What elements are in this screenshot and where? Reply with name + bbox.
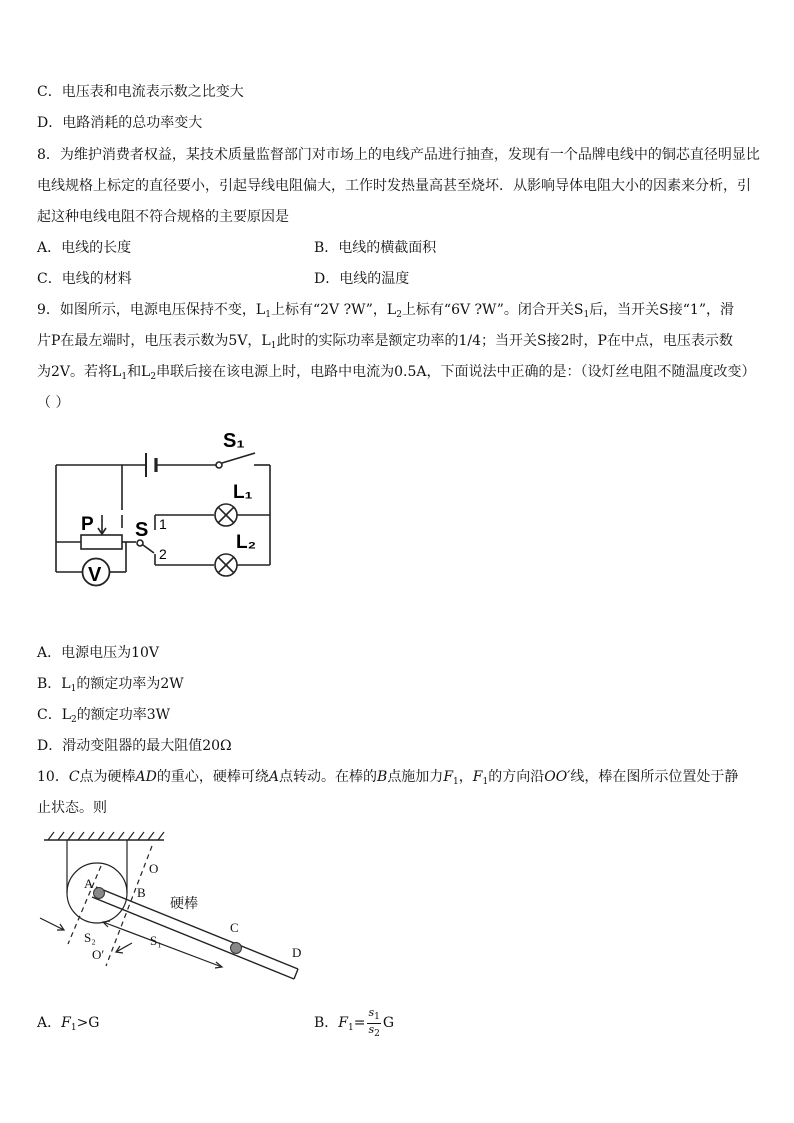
q9-answer-bracket: （ ） [37,395,70,411]
label-d: D [292,945,302,960]
q10-lever-diagram [36,826,306,986]
label-terminal-2: 2 [159,546,167,562]
q8-option-c: C．电线的材料 [37,271,132,287]
q8-option-b: B．电线的横截面积 [314,240,437,256]
label-s1: S₁ [150,933,162,948]
q9-option-b: B．$L_1$的额定功率为2W [37,676,184,694]
label-terminal-1: 1 [159,516,167,532]
q9-option-c: C．$L_2$的额定功率3W [37,707,171,725]
q8-option-a: A．电线的长度 [37,240,132,256]
label-s: S [135,519,149,541]
q9-stem-line2: 片P在最左端时，电压表示数为5V，$L_1$此时的实际功率是额定功率的1/4；当开关S接2时，P在中点，电压表示数 [37,333,733,351]
q9-option-d: D．滑动变阻器的最大阻值20Ω [37,738,232,754]
label-s2: S₂ [84,930,96,945]
q9-circuit-diagram [40,420,290,595]
label-l2: L₂ [236,532,257,553]
label-c: C [230,920,239,935]
label-rod: 硬棒 [170,897,198,912]
q7-option-d: D．电路消耗的总功率变大 [37,115,203,131]
label-o-bottom: O′ [92,947,105,962]
label-o-top: O [149,861,159,876]
fraction-s1-over-s2: $\frac{s_1}{s_2}$ [368,1005,380,1039]
q10-option-a: A．$F_1>G$ [37,1015,100,1033]
q9-stem-line3: 为2V。若将$L_1$和$L_2$串联后接在该电源上时，电路中电流为0.5A，下面说法中正确的是：（设灯丝电阻不随温度改变） [37,364,756,382]
label-b: B [137,885,146,900]
q9-stem-line1: 9．如图所示，电源电压保持不变，$L_1$上标有“2V ?W”，$L_2$上标有“6V ?W”。闭合开关$S_1$后，当开关S接“1”，滑 [37,302,734,320]
label-a: A [84,876,94,891]
q8-stem-line2: 电线规格上标定的直径要小，引起导线电阻偏大，工作时发热量高甚至烧坏．从影响导体电阻大小的因素来分析，引 [37,178,751,194]
q10-stem-line1: 10．C点为硬棒AD的重心，硬棒可绕A点转动。在棒的B点施加力$F_1$，$F_1$的方向沿OO′线，棒在图所示位置处于静 [37,769,739,787]
q8-option-d: D．电线的温度 [314,271,410,287]
q7-option-c: C．电压表和电流表示数之比变大 [37,84,244,100]
label-l1: L₁ [233,482,253,503]
q9-option-a: A．电源电压为10V [37,645,160,661]
voltmeter-label: V [88,564,102,586]
label-s1: S₁ [223,430,245,452]
q8-stem-line3: 起这种电线电阻不符合规格的主要原因是 [37,209,289,225]
q8-stem-line1: 8．为维护消费者权益，某技术质量监督部门对市场上的电线产品进行抽查，发现有一个品牌电线中的铜芯直径明显比 [37,147,760,163]
q10-stem-line2: 止状态。则 [37,800,107,816]
q10-option-b: B．$F_1=$ $\frac{s_1}{s_2}$ G [314,1005,395,1039]
label-p: P [81,514,94,535]
